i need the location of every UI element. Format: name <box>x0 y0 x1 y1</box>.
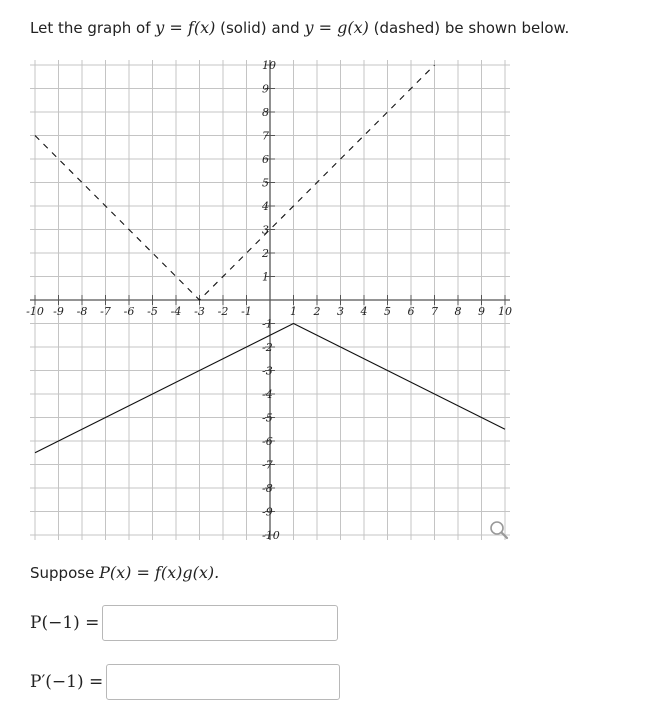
p-definition: P(x) = f(x)g(x). <box>99 563 220 582</box>
y-tick-label: -5 <box>262 411 273 425</box>
p-of-neg1-input[interactable] <box>102 605 338 641</box>
p-prime-of-neg1-label: P′(−1) = <box>30 672 104 692</box>
x-tick-label: 2 <box>313 305 321 318</box>
answer-row-p <box>30 605 338 641</box>
x-tick-label: 8 <box>454 305 462 318</box>
y-tick-label: 4 <box>262 200 269 213</box>
f-style-note: (solid) <box>220 19 267 37</box>
x-tick-label: 5 <box>384 305 391 318</box>
x-tick-label: 9 <box>478 305 485 318</box>
x-tick-label: -3 <box>194 305 205 318</box>
y-tick-label: -2 <box>262 341 273 354</box>
x-tick-label: -8 <box>76 305 88 318</box>
x-tick-label: -7 <box>100 305 111 318</box>
prompt-outro: be shown below. <box>444 19 570 37</box>
x-tick-label: 10 <box>498 305 512 318</box>
y-tick-label: -7 <box>262 458 273 472</box>
question-statement <box>30 563 219 582</box>
answer-row-pprime <box>30 664 340 700</box>
y-tick-label: -3 <box>262 364 273 378</box>
prompt-intro: Let the graph of <box>30 19 151 37</box>
y-tick-label: -6 <box>262 435 273 448</box>
prompt-and: and <box>271 19 300 37</box>
y-tick-label: 2 <box>262 247 269 260</box>
x-tick-label: -9 <box>53 305 64 318</box>
x-tick-label: -5 <box>147 305 158 318</box>
y-tick-label: -10 <box>262 529 280 542</box>
x-tick-label: -6 <box>123 305 135 318</box>
y-tick-label: 3 <box>262 223 269 237</box>
y-tick-label: -9 <box>262 505 273 519</box>
x-tick-label: -10 <box>26 305 44 318</box>
y-tick-label: 1 <box>262 270 269 284</box>
x-tick-label: 6 <box>407 305 415 318</box>
y-tick-label: 9 <box>262 82 269 96</box>
y-tick-label: 8 <box>262 106 269 119</box>
y-tick-label: -4 <box>262 388 273 401</box>
x-tick-label: -2 <box>217 305 229 318</box>
suppose-word: Suppose <box>30 564 95 582</box>
y-tick-label: -8 <box>262 482 273 495</box>
x-tick-label: 4 <box>360 305 368 318</box>
g-equation: y = g(x) <box>304 18 369 37</box>
x-tick-label: -4 <box>170 305 182 318</box>
y-tick-label: 6 <box>262 153 269 166</box>
x-tick-label: 3 <box>337 305 344 318</box>
y-tick-label: -1 <box>262 317 273 331</box>
g-style-note: (dashed) <box>373 19 441 37</box>
y-tick-label: 5 <box>262 176 269 190</box>
y-tick-label: 10 <box>262 59 276 72</box>
p-prime-of-neg1-input[interactable] <box>106 664 340 700</box>
x-tick-label: 1 <box>290 305 297 318</box>
x-tick-label: -1 <box>241 305 252 318</box>
p-of-neg1-label: P(−1) = <box>30 613 100 633</box>
f-equation: y = f(x) <box>155 18 216 37</box>
x-tick-label: 7 <box>431 305 438 318</box>
y-tick-label: 7 <box>262 129 269 143</box>
